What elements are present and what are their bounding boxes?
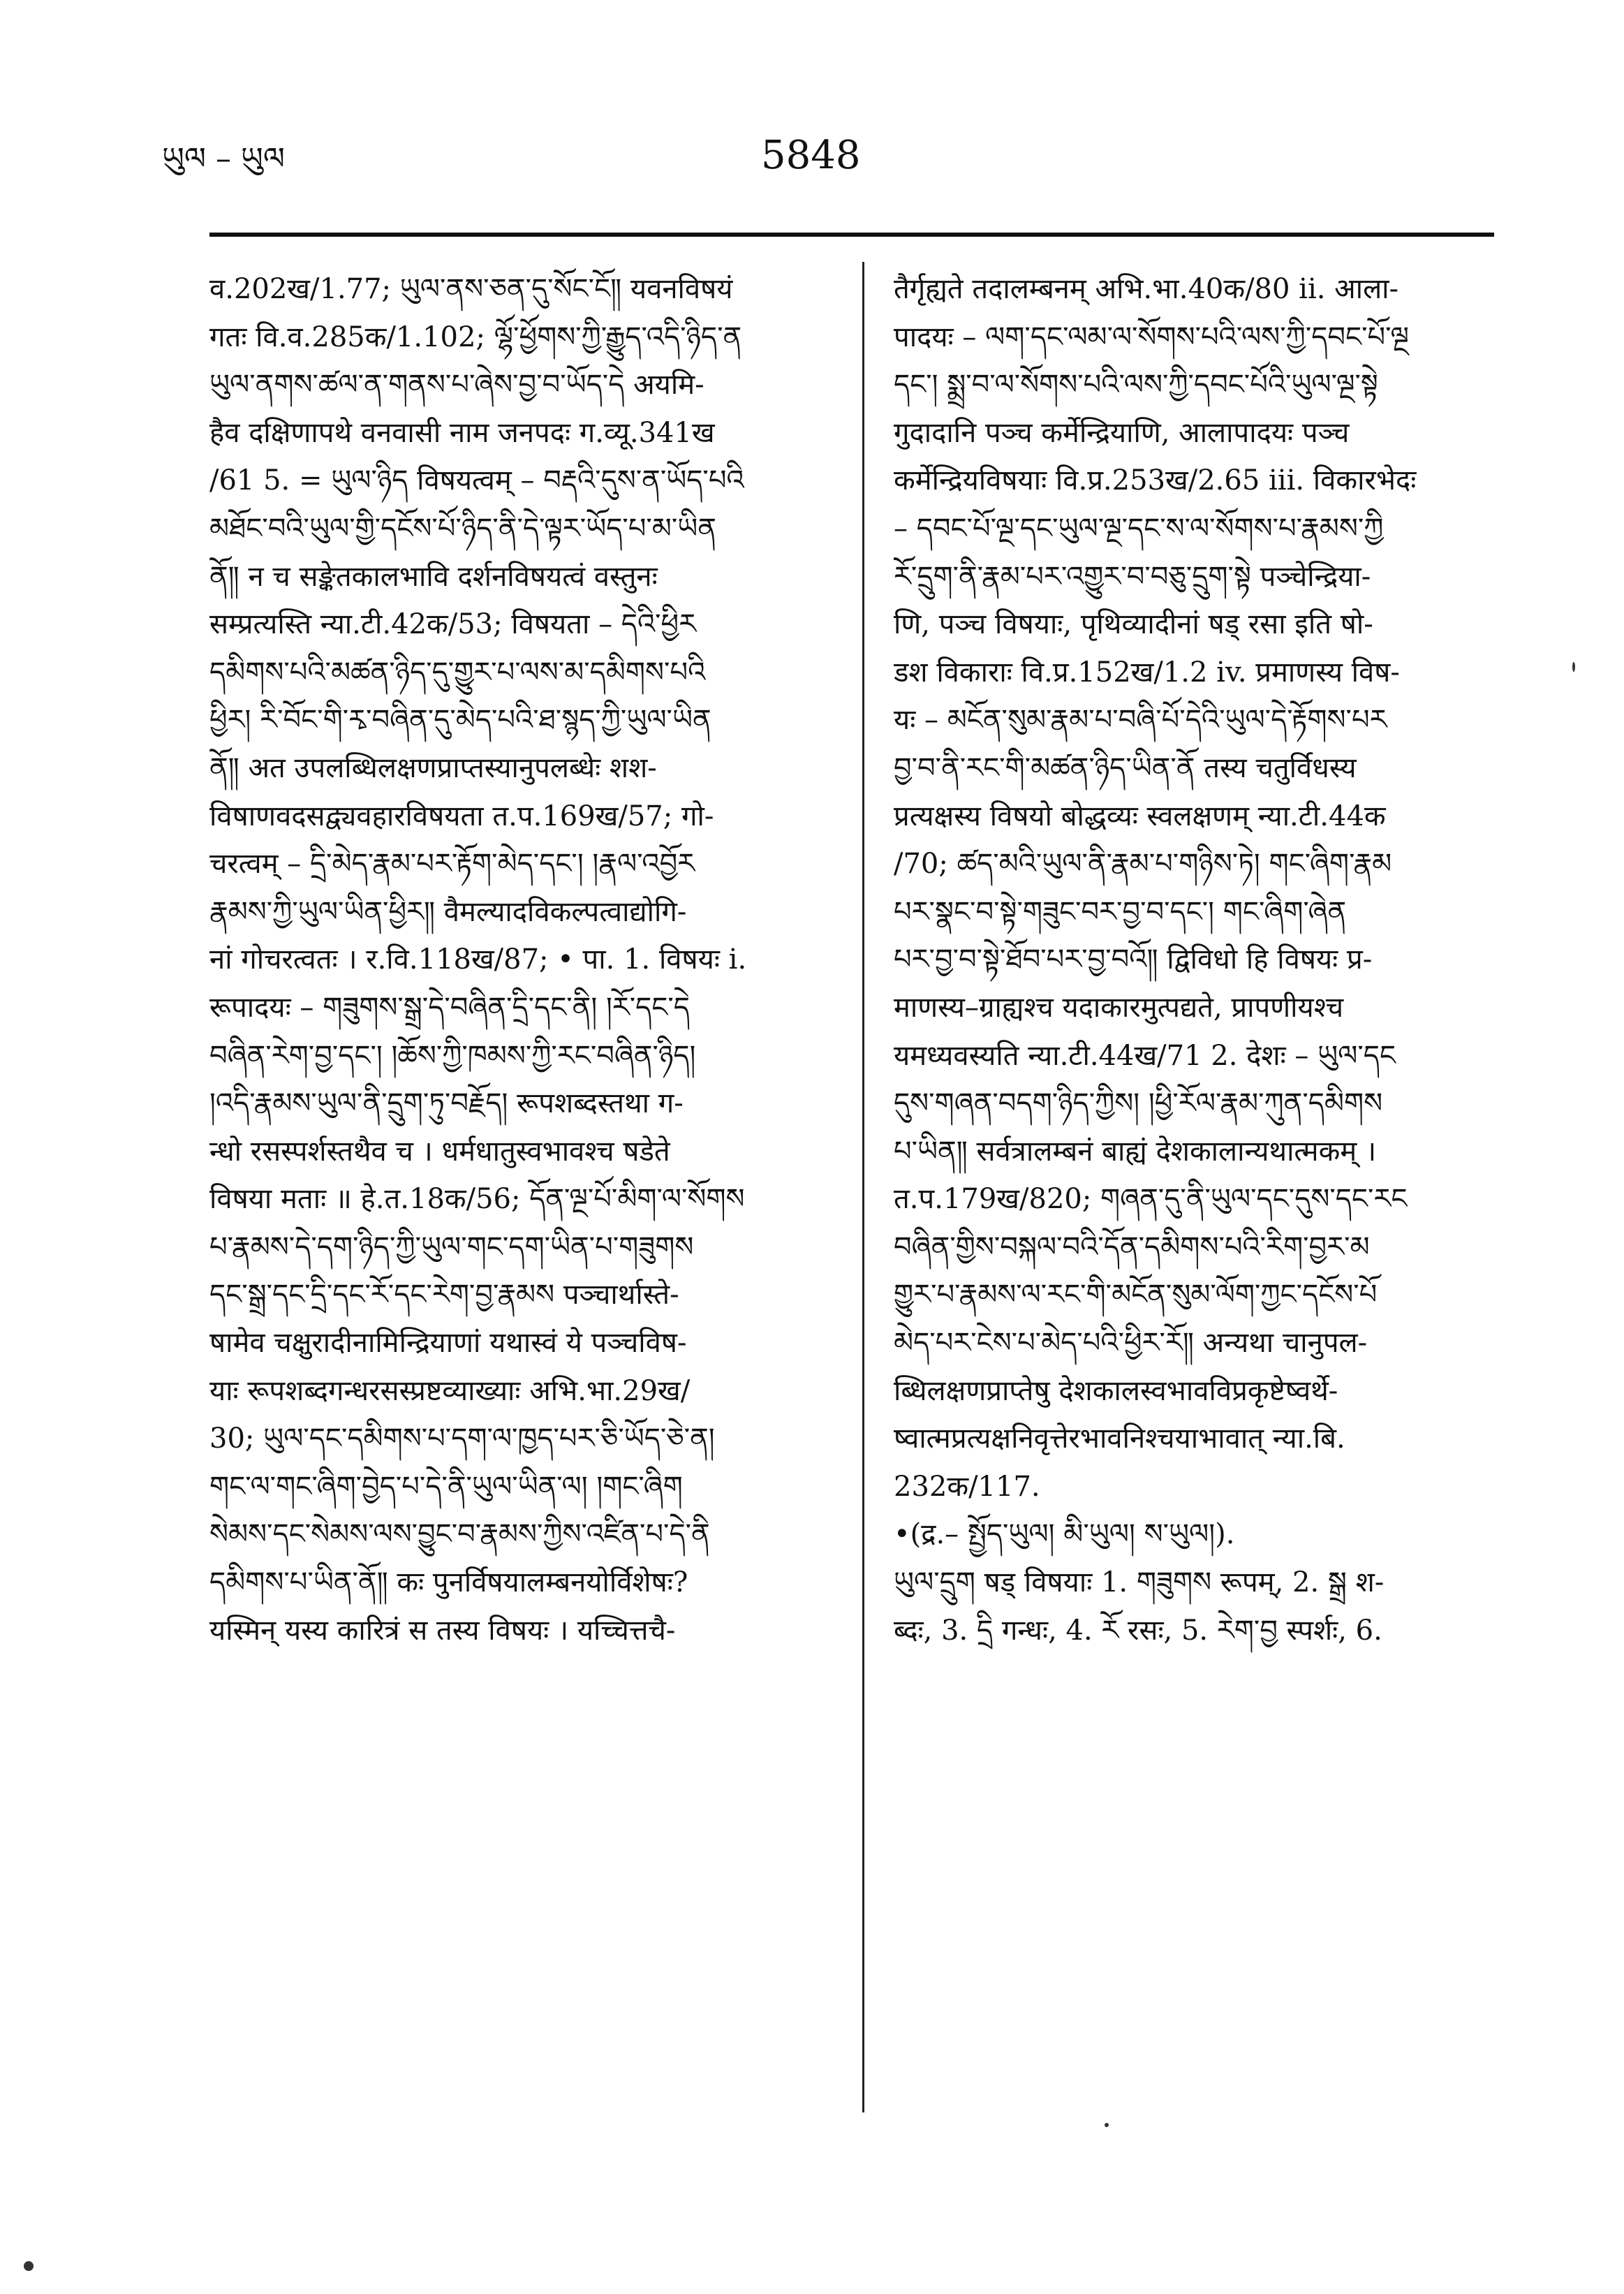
text-line: ཕྱིར། རི་བོང་གི་རྭ་བཞིན་དུ་མེད་པའི་ཐ་སྙད་ཀྱི་ཡུལ་ཡིན	[209, 704, 711, 737]
running-head: ཡུལ – ཡུལ	[162, 141, 285, 177]
text-line: त.प.179ख/820; གཞན་དུ་ནི་ཡུལ་དང་དུས་དང་རང	[894, 1183, 1408, 1216]
text-line: कर्मेन्द्रियविषयाः वि.प्र.253ख/2.65 iii. विकारभेदः	[894, 464, 1417, 497]
text-line: པར་བྱ་བ་སྟེ་ཐོབ་པར་བྱ་བའོ༎ द्विविधो हि विषयः प्र-	[894, 943, 1373, 976]
text-line: དང་སྒྲ་དང་དྲི་དང་རོ་དང་རེག་བྱ་རྣམས पञ्चार्थास्ते-	[209, 1279, 679, 1311]
scan-speck	[1572, 662, 1575, 672]
text-line: གང་ལ་གང་ཞིག་བྱེད་པ་དེ་ནི་ཡུལ་ཡིན་ལ། །གང་ཞིག	[209, 1470, 683, 1503]
text-line: माणस्य–ग्राह्यश्च यदाकारमुत्पद्यते, प्रापणीयश्च	[894, 991, 1344, 1024]
text-line: ब्धिलक्षणप्राप्तेषु देशकालस्वभावविप्रकृष्टेष्वर्थे-	[894, 1374, 1338, 1407]
text-line: སེམས་དང་སེམས་ལས་བྱུང་བ་རྣམས་ཀྱིས་འཛིན་པ་དེ་ནི	[209, 1518, 710, 1551]
text-line: ब्दः, 3. དྲི गन्धः, 4. རོ रसः, 5. རེག་བྱ स्पर्शः, 6.	[894, 1614, 1382, 1647]
text-line: དང་། སྨྲ་བ་ལ་སོགས་པའི་ལས་ཀྱི་དབང་པོའི་ཡུལ་ལྔ་སྟེ	[894, 369, 1378, 402]
text-line: नां गोचरत्वतः । र.वि.118ख/87; • पा. 1. विषयः i.	[209, 943, 747, 976]
text-line: པར་སྣང་བ་སྟེ་གཟུང་བར་བྱ་བ་དང་། གང་ཞིག་ཞེན	[894, 895, 1347, 928]
text-line: པ་ཡིན༎ सर्वत्रालम्बनं बाह्यं देशकालान्यथात्मकम् ।	[894, 1135, 1377, 1168]
text-line: विषाणवदसद्व्यवहारविषयता त.प.169ख/57; गो-	[209, 800, 714, 832]
text-line: याः रूपशब्दगन्धरसस्प्रष्टव्याख्याः अभि.भा.29ख/	[209, 1374, 691, 1407]
text-line: णि, पञ्च विषयाः, पृथिव्यादीनां षड् रसा इति षो-	[894, 608, 1373, 641]
scan-speck	[24, 2261, 34, 2271]
text-line: /70; ཚད་མའི་ཡུལ་ནི་རྣམ་པ་གཉིས་ཏེ། གང་ཞིག་རྣམ	[894, 848, 1392, 881]
text-line: དུས་གཞན་བདག་ཉིད་ཀྱིས། །ཕྱི་རོལ་རྣམ་ཀུན་དམིགས	[894, 1087, 1383, 1120]
text-line: ནོ༎ न च सङ्केतकालभावि दर्शनविषयत्वं वस्तुनः	[209, 560, 658, 593]
text-line: – དབང་པོ་ལྔ་དང་ཡུལ་ལྔ་དང་ས་ལ་སོགས་པ་རྣམས་ཀྱི	[894, 512, 1384, 545]
text-line: प्रत्यक्षस्य विषयो बोद्धव्यः स्वलक्षणम् न्या.टी.44क	[894, 800, 1386, 832]
text-line: དམིགས་པའི་མཚན་ཉིད་དུ་གྱུར་པ་ལས་མ་དམིགས་པའི	[209, 656, 706, 689]
text-line: /61 5. = ཡུལ་ཉིད विषयत्वम् – བརྡའི་དུས་ན་ཡོད་པའི	[209, 464, 744, 497]
text-line: यमध्यवस्यति न्या.टी.44ख/71 2. देशः – ཡུལ་དང	[894, 1039, 1396, 1072]
text-line: གྱུར་པ་རྣམས་ལ་རང་གི་མངོན་སུམ་ལོག་ཀྱང་དངོས་པོ	[894, 1279, 1378, 1311]
text-line: विषया मताः ॥ हे.त.18क/56; དོན་ལྔ་པོ་མིག་ལ་སོགས	[209, 1183, 745, 1216]
text-line: रूपादयः – གཟུགས་སྒྲ་དེ་བཞིན་དྲི་དང་ནི། །རོ་དང་དེ	[209, 991, 690, 1024]
text-line: गुदादानि पञ्च कर्मेन्द्रियाणि, आलापादयः पञ्च	[894, 416, 1350, 449]
text-line: डश विकाराः वि.प्र.152ख/1.2 iv. प्रमाणस्य विष-	[894, 656, 1400, 689]
header-rule	[209, 233, 1494, 237]
text-line: ཡུལ་དྲུག षड् विषयाः 1. གཟུགས रूपम्, 2. སྒྲ श-	[894, 1566, 1385, 1599]
text-line: यः – མངོན་སུམ་རྣམ་པ་བཞི་པོ་དེའི་ཡུལ་དེ་རྟོགས་པར	[894, 704, 1387, 737]
text-line: ष्वात्मप्रत्यक्षनिवृत्तेरभावनिश्चयाभावात् न्या.बि.	[894, 1422, 1345, 1455]
text-line: 30; ཡུལ་དང་དམིགས་པ་དག་ལ་ཁྱད་པར་ཅི་ཡོད་ཅེ་ན།	[209, 1422, 715, 1455]
text-line: ཡུལ་ནགས་ཚལ་ན་གནས་པ་ཞེས་བྱ་བ་ཡོད་དེ अयमि-	[209, 369, 704, 402]
text-line: རྣམས་ཀྱི་ཡུལ་ཡིན་ཕྱིར༎ वैमल्यादविकल्पत्वाद्योगि-	[209, 895, 687, 928]
text-line: མཐོང་བའི་ཡུལ་གྱི་དངོས་པོ་ཉིད་ནི་དེ་ལྟར་ཡོད་པ་མ་ཡིན	[209, 512, 716, 545]
text-line: རོ་དྲུག་ནི་རྣམ་པར་འགྱུར་བ་བཅུ་དྲུག་སྟེ पञ्चेन्द्रिया-	[894, 560, 1371, 593]
right-column	[894, 265, 1508, 2165]
scan-speck	[1105, 2123, 1109, 2127]
text-line: བཞིན་རེག་བྱ་དང་། །ཆོས་ཀྱི་ཁམས་ཀྱི་རང་བཞིན་ཉིད།	[209, 1039, 696, 1072]
column-divider	[862, 262, 864, 2112]
text-line: न्धो रसस्पर्शस्तथैव च । धर्मधातुस्वभावश्च षडेते	[209, 1135, 670, 1168]
left-column	[209, 265, 824, 2165]
text-line: ནོ༎ अत उपलब्धिलक्षणप्राप्तस्यानुपलब्धेः शश-	[209, 751, 657, 784]
text-line: षामेव चक्षुरादीनामिन्द्रियाणां यथास्वं ये पञ्चविष-	[209, 1327, 687, 1360]
text-line: चरत्वम् – དྲི་མེད་རྣམ་པར་རྟོག་མེད་དང་། །རྣལ་འབྱོར	[209, 848, 695, 881]
text-line: པ་རྣམས་དེ་དག་ཉིད་ཀྱི་ཡུལ་གང་དག་ཡིན་པ་གཟུགས	[209, 1230, 694, 1263]
text-line: पादयः – ལག་དང་ལམ་ལ་སོགས་པའི་ལས་ཀྱི་དབང་པོ་ལྔ	[894, 321, 1409, 353]
text-line: सम्प्रत्यस्ति न्या.टी.42क/53; विषयता – དེའི་ཕྱིར	[209, 608, 697, 641]
text-line: तैर्गृह्यते तदालम्बनम् अभि.भा.40क/80 ii. आला-	[894, 273, 1399, 305]
text-line: བཞིན་གྱིས་བསྐལ་བའི་དོན་དམིགས་པའི་རིག་བྱར་མ	[894, 1230, 1370, 1263]
text-line: गतः वि.व.285क/1.102; ལྷོ་ཕྱོགས་ཀྱི་རྒྱུད་འདི་ཉིད་ན	[209, 321, 742, 353]
text-line: །འདི་རྣམས་ཡུལ་ནི་དྲུག་ཏུ་བརྗོད། रूपशब्दस्तथा ग-	[209, 1087, 684, 1120]
text-line: व.202ख/1.77; ཡུལ་ནས་ཅན་དུ་སོང་ངོ༎ यवनविषयं	[209, 273, 733, 305]
page-header	[0, 0, 1624, 230]
text-line: བྱ་བ་ནི་རང་གི་མཚན་ཉིད་ཡིན་ནོ तस्य चतुर्विधस्य	[894, 751, 1357, 784]
text-line: हैव दक्षिणापथे वनवासी नाम जनपदः ग.व्यू.341ख	[209, 416, 715, 449]
text-line: 232क/117.	[894, 1470, 1040, 1503]
text-line: यस्मिन् यस्य कारित्रं स तस्य विषयः । यच्चित्तचै-	[209, 1614, 676, 1647]
text-line: མེད་པར་ངེས་པ་མེད་པའི་ཕྱིར་རོ༎ अन्यथा चानुपल-	[894, 1327, 1368, 1360]
text-line: •(द्र.– སྤྱོད་ཡུལ། མི་ཡུལ། ས་ཡུལ།).	[894, 1518, 1235, 1551]
text-line: དམིགས་པ་ཡིན་ནོ༎ कः पुनर्विषयालम्बनयोर्विशेषः?	[209, 1566, 688, 1599]
page-number: 5848	[761, 133, 861, 178]
